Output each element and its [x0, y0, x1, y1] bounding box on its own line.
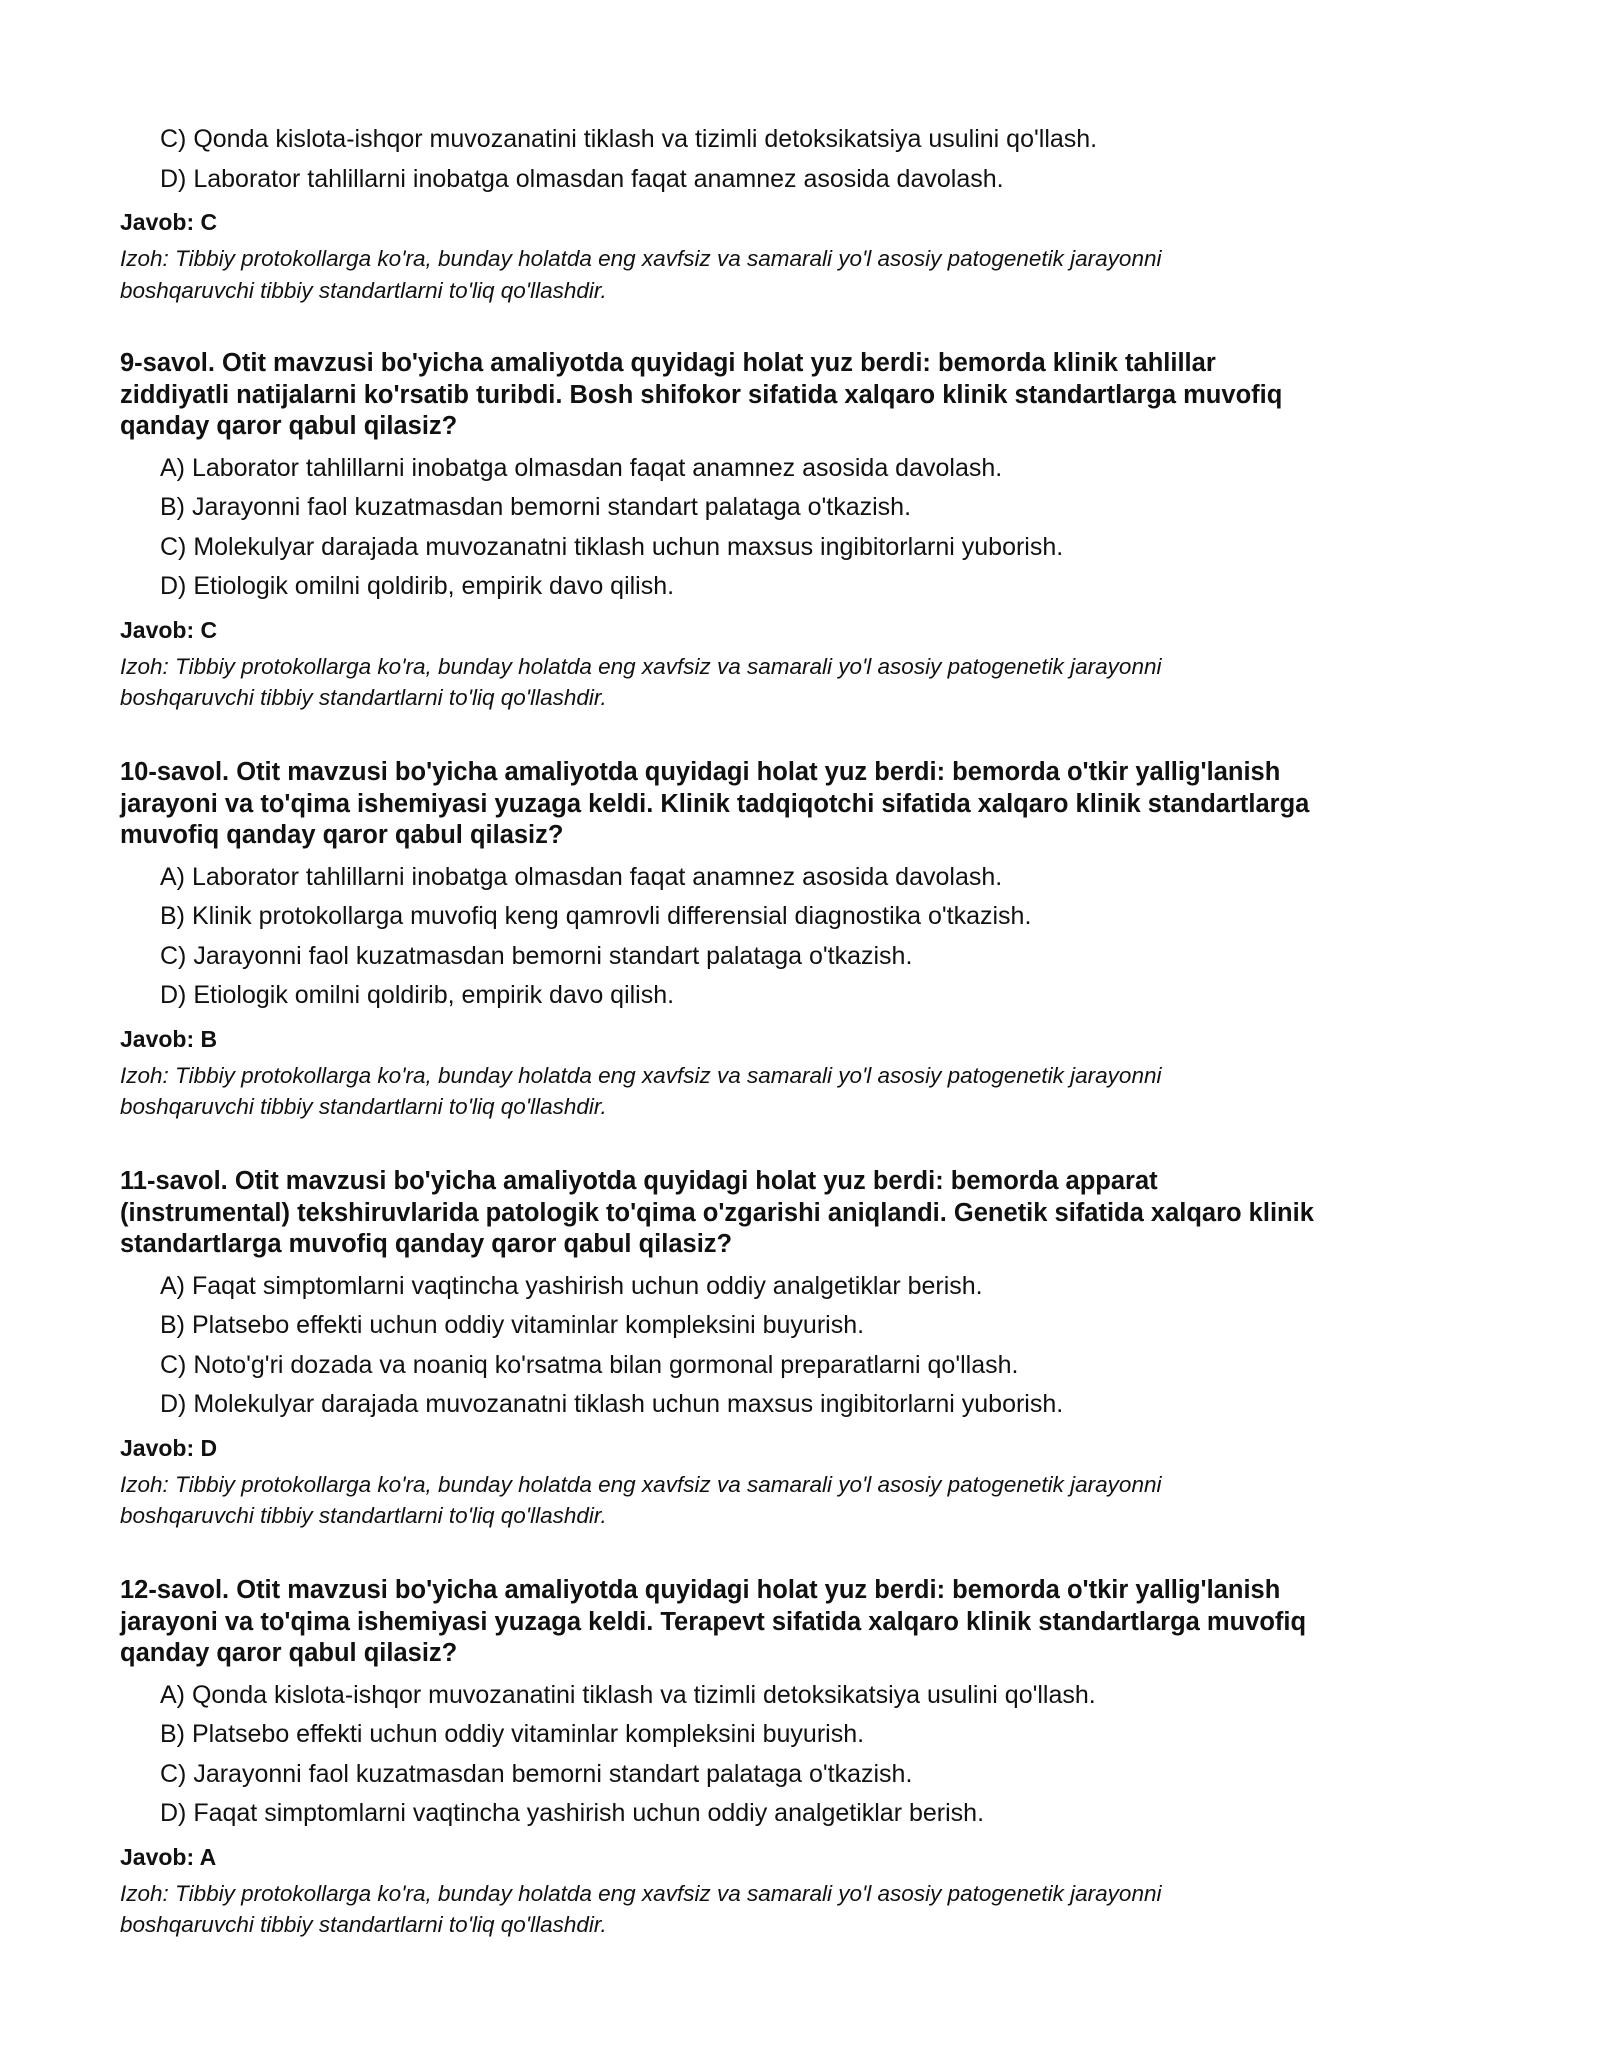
question-text — [120, 1166, 1480, 1261]
question-line: standartlarga muvofiq qanday qaror qabul qilasiz? — [120, 1230, 733, 1258]
question-line: 12-savol. Otit mavzusi bo'yicha amaliyotda quyidagi holat yuz berdi: bemorda o'tkir yallig'lanish — [120, 1576, 1281, 1604]
option-b: B) Platsebo effekti uchun oddiy vitaminlar kompleksini buyurish. — [160, 1311, 865, 1339]
answer-label: Javob: B — [120, 1025, 218, 1052]
option-a: A) Qonda kislota-ishqor muvozanatini tiklash va tizimli detoksikatsiya usulini qo'llash. — [160, 1680, 1096, 1709]
option-c: C) Molekulyar darajada muvozanatni tiklash uchun maxsus ingibitorlarni yuborish. — [160, 532, 1064, 561]
question-text — [120, 1575, 1480, 1670]
option-c: C) Jarayonni faol kuzatmasdan bemorni standart palataga o'tkazish. — [160, 941, 913, 970]
answer-label: Javob: C — [120, 616, 218, 643]
option-c: C) Jarayonni faol kuzatmasdan bemorni standart palataga o'tkazish. — [160, 1759, 913, 1788]
option-c: C) Noto'g'ri dozada va noaniq ko'rsatma bilan gormonal preparatlarni qo'llash. — [160, 1350, 1019, 1379]
question-text — [120, 348, 1480, 443]
note-line: boshqaruvchi tibbiy standartlarni to'liq qo'llashdir. — [120, 1503, 607, 1528]
option-b: B) Klinik protokollarga muvofiq keng qamrovli differensial diagnostika o'tkazish. — [160, 902, 1032, 930]
explanation-note — [120, 1878, 1480, 1941]
question-line: 9-savol. Otit mavzusi bo'yicha amaliyotda quyidagi holat yuz berdi: bemorda klinik tahlillar — [120, 349, 1216, 377]
question-line: 10-savol. Otit mavzusi bo'yicha amaliyotda quyidagi holat yuz berdi: bemorda o'tkir yallig'lanish — [120, 758, 1281, 786]
option-a: A) Laborator tahlillarni inobatga olmasdan faqat anamnez asosida davolash. — [160, 862, 1003, 891]
note-line: Izoh: Tibbiy protokollarga ko'ra, bunday holatda eng xavfsiz va samarali yo'l asosiy patogenetik jarayonni — [120, 1471, 1162, 1497]
question-line: ziddiyatli natijalarni ko'rsatib turibdi. Bosh shifokor sifatida xalqaro klinik standartlarga muvofiq — [120, 380, 1283, 409]
explanation-note — [120, 651, 1480, 714]
question-line: qanday qaror qabul qilasiz? — [120, 412, 458, 440]
option-c: C) Qonda kislota-ishqor muvozanatini tiklash va tizimli detoksikatsiya usulini qo'llash. — [160, 125, 1098, 153]
option-d: D) Molekulyar darajada muvozanatni tiklash uchun maxsus ingibitorlarni yuborish. — [160, 1390, 1064, 1418]
note-line: boshqaruvchi tibbiy standartlarni to'liq qo'llashdir. — [120, 1912, 607, 1937]
option-a: A) Laborator tahlillarni inobatga olmasdan faqat anamnez asosida davolash. — [160, 453, 1003, 482]
note-line: boshqaruvchi tibbiy standartlarni to'liq qo'llashdir. — [120, 277, 607, 303]
question-line: (instrumental) tekshiruvlarida patologik to'qima o'zgarishi aniqlandi. Genetik sifatida xalqaro klinik — [120, 1198, 1314, 1227]
question-line: jarayoni va to'qima ishemiyasi yuzaga keldi. Klinik tadqiqotchi sifatida xalqaro klinik standartlarga — [120, 789, 1310, 818]
note-line: Izoh: Tibbiy protokollarga ko'ra, bunday holatda eng xavfsiz va samarali yo'l asosiy patogenetik jarayonni — [120, 246, 1162, 271]
option-b: B) Platsebo effekti uchun oddiy vitaminlar kompleksini buyurish. — [160, 1720, 865, 1748]
question-8-continuation — [120, 120, 1480, 306]
note-line: boshqaruvchi tibbiy standartlarni to'liq qo'llashdir. — [120, 1094, 607, 1119]
question-12 — [120, 1575, 1480, 1941]
question-10 — [120, 757, 1480, 1123]
note-line: Izoh: Tibbiy protokollarga ko'ra, bunday holatda eng xavfsiz va samarali yo'l asosiy patogenetik jarayonni — [120, 1062, 1162, 1088]
note-line: Izoh: Tibbiy protokollarga ko'ra, bunday holatda eng xavfsiz va samarali yo'l asosiy patogenetik jarayonni — [120, 653, 1162, 679]
option-d: D) Etiologik omilni qoldirib, empirik davo qilish. — [160, 981, 675, 1009]
answer-label: Javob: D — [120, 1434, 218, 1461]
option-d: D) Etiologik omilni qoldirib, empirik davo qilish. — [160, 572, 675, 600]
answer-label: Javob: C — [120, 209, 218, 235]
explanation-note — [120, 243, 1480, 306]
question-9 — [120, 348, 1480, 714]
answer-label: Javob: A — [120, 1843, 217, 1870]
option-d: D) Laborator tahlillarni inobatga olmasdan faqat anamnez asosida davolash. — [160, 164, 1004, 193]
option-d: D) Faqat simptomlarni vaqtincha yashirish uchun oddiy analgetiklar berish. — [160, 1799, 985, 1827]
question-line: jarayoni va to'qima ishemiyasi yuzaga keldi. Terapevt sifatida xalqaro klinik standartlarga muvofiq — [120, 1607, 1307, 1636]
explanation-note — [120, 1469, 1480, 1532]
question-line: qanday qaror qabul qilasiz? — [120, 1639, 458, 1667]
option-a: A) Faqat simptomlarni vaqtincha yashirish uchun oddiy analgetiklar berish. — [160, 1271, 983, 1300]
question-line: 11-savol. Otit mavzusi bo'yicha amaliyotda quyidagi holat yuz berdi: bemorda apparat — [120, 1167, 1158, 1195]
note-line: boshqaruvchi tibbiy standartlarni to'liq qo'llashdir. — [120, 685, 607, 710]
question-11 — [120, 1166, 1480, 1532]
note-line: Izoh: Tibbiy protokollarga ko'ra, bunday holatda eng xavfsiz va samarali yo'l asosiy patogenetik jarayonni — [120, 1880, 1162, 1906]
explanation-note — [120, 1060, 1480, 1123]
question-text — [120, 757, 1480, 852]
option-b: B) Jarayonni faol kuzatmasdan bemorni standart palataga o'tkazish. — [160, 493, 912, 521]
question-line: muvofiq qanday qaror qabul qilasiz? — [120, 821, 564, 849]
